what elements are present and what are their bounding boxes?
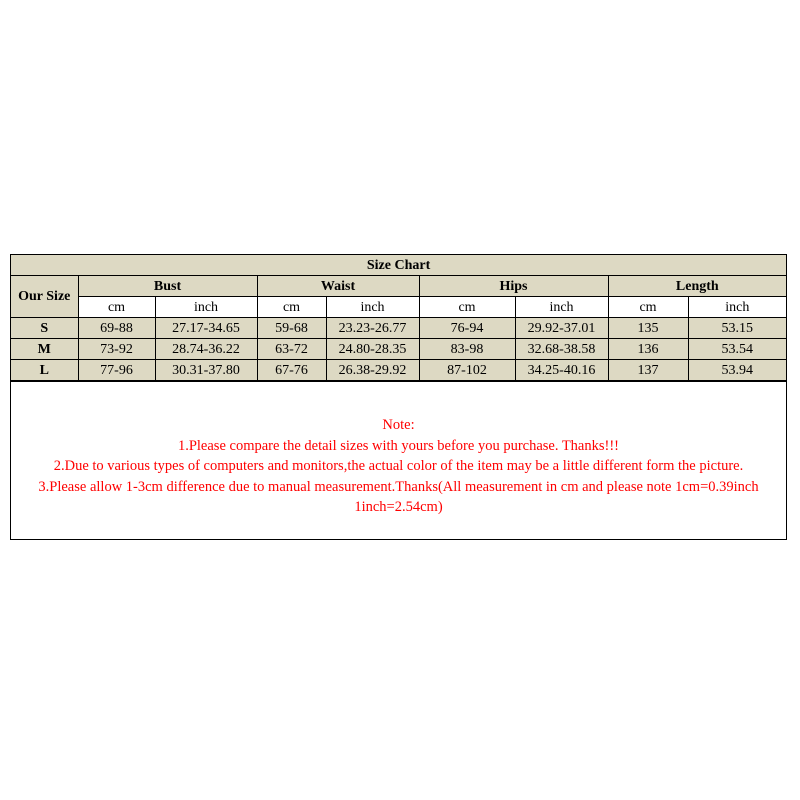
bust-header: Bust bbox=[78, 276, 257, 297]
measurement-header-row bbox=[11, 276, 786, 297]
table-cell: 53.15 bbox=[688, 318, 786, 339]
table-cell: 73-92 bbox=[78, 339, 155, 360]
note-line: 2.Due to various types of computers and monitors,the actual color of the item may be a little different form the picture. bbox=[53, 458, 744, 474]
size-label: L bbox=[11, 360, 78, 381]
unit-cell: cm bbox=[419, 297, 515, 318]
waist-header: Waist bbox=[257, 276, 419, 297]
notes-box bbox=[11, 381, 786, 539]
our-size-header: Our Size bbox=[11, 276, 78, 318]
table-cell: 59-68 bbox=[257, 318, 326, 339]
note-heading: Note: bbox=[382, 417, 415, 433]
table-cell: 27.17-34.65 bbox=[155, 318, 257, 339]
size-label: M bbox=[11, 339, 78, 360]
table-cell: 76-94 bbox=[419, 318, 515, 339]
unit-cell: inch bbox=[326, 297, 419, 318]
size-label: S bbox=[11, 318, 78, 339]
table-row bbox=[11, 360, 786, 381]
unit-cell: cm bbox=[608, 297, 688, 318]
table-cell: 87-102 bbox=[419, 360, 515, 381]
note-line: 1inch=2.54cm) bbox=[354, 499, 443, 515]
table-row bbox=[11, 339, 786, 360]
note-line: 3.Please allow 1-3cm difference due to manual measurement.Thanks(All measurement in cm and please note 1cm=0.39inch bbox=[38, 478, 759, 495]
unit-cell: inch bbox=[155, 297, 257, 318]
chart-title: Size Chart bbox=[11, 255, 786, 276]
table-cell: 53.54 bbox=[688, 339, 786, 360]
table-cell: 135 bbox=[608, 318, 688, 339]
table-cell: 137 bbox=[608, 360, 688, 381]
table-cell: 83-98 bbox=[419, 339, 515, 360]
unit-cell: cm bbox=[78, 297, 155, 318]
length-header: Length bbox=[608, 276, 786, 297]
table-cell: 23.23-26.77 bbox=[326, 318, 419, 339]
table-cell: 63-72 bbox=[257, 339, 326, 360]
table-cell: 26.38-29.92 bbox=[326, 360, 419, 381]
note-line: 1.Please compare the detail sizes with yours before you purchase. Thanks!!! bbox=[177, 437, 620, 454]
table-cell: 34.25-40.16 bbox=[515, 360, 608, 381]
table-cell: 24.80-28.35 bbox=[326, 339, 419, 360]
size-chart bbox=[10, 254, 787, 540]
hips-header: Hips bbox=[419, 276, 608, 297]
table-cell: 69-88 bbox=[78, 318, 155, 339]
table-cell: 29.92-37.01 bbox=[515, 318, 608, 339]
table-cell: 67-76 bbox=[257, 360, 326, 381]
table-cell: 32.68-38.58 bbox=[515, 339, 608, 360]
title-row bbox=[11, 255, 786, 276]
unit-cell: inch bbox=[688, 297, 786, 318]
table-cell: 77-96 bbox=[78, 360, 155, 381]
table-cell: 136 bbox=[608, 339, 688, 360]
unit-cell: inch bbox=[515, 297, 608, 318]
table-cell: 53.94 bbox=[688, 360, 786, 381]
unit-cell: cm bbox=[257, 297, 326, 318]
size-table bbox=[11, 255, 786, 381]
unit-row bbox=[11, 297, 786, 318]
table-cell: 30.31-37.80 bbox=[155, 360, 257, 381]
table-cell: 28.74-36.22 bbox=[155, 339, 257, 360]
table-row bbox=[11, 318, 786, 339]
